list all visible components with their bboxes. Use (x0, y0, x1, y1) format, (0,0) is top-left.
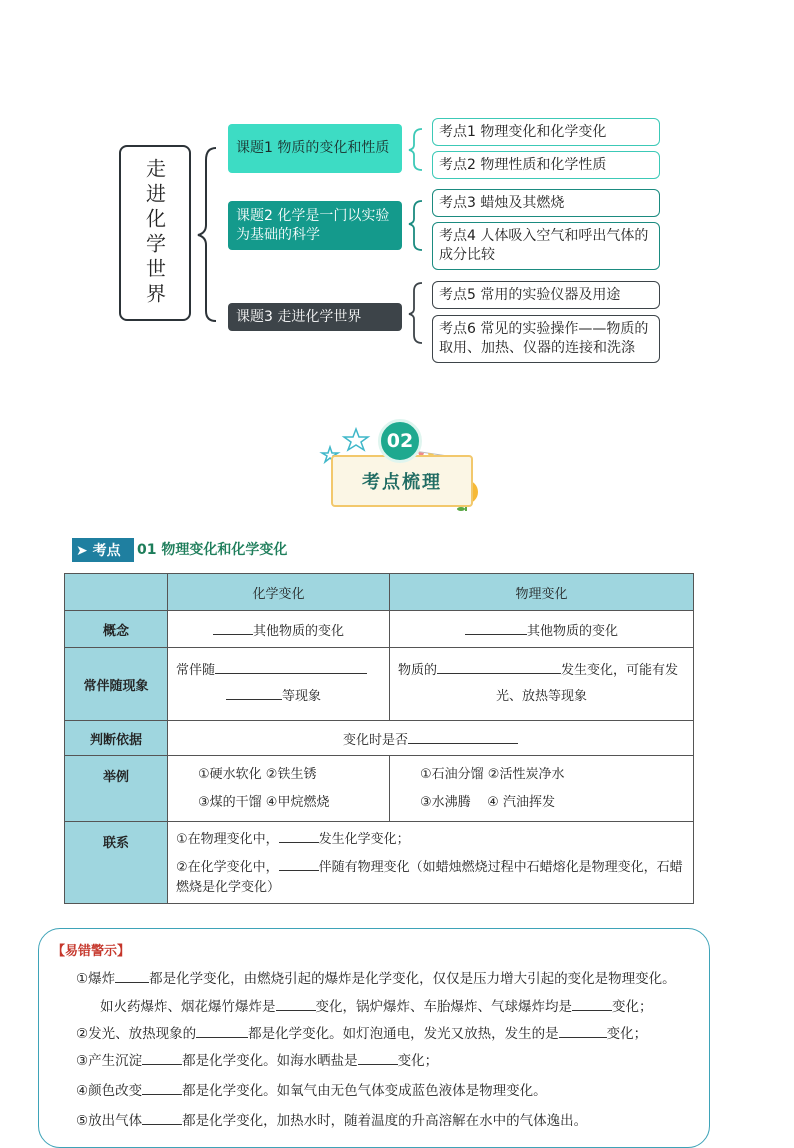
section-title: 01 物理变化和化学变化 (137, 542, 288, 558)
fill-blank[interactable] (572, 996, 612, 1011)
warning-text: 都是化学变化，由燃烧引起的爆炸是化学变化，仅仅是压力增大引起的变化是物理变化。 (149, 971, 676, 987)
row-label-concept: 概念 (65, 611, 168, 648)
example-line: ①硬水软化 ②铁生锈 (198, 766, 317, 782)
table-row (65, 648, 694, 721)
cell-text: 其他物质的变化 (252, 623, 344, 639)
table-row (65, 574, 694, 611)
badge-number: 02 (378, 419, 422, 463)
fill-blank[interactable] (196, 1023, 248, 1038)
row-label-phenomena: 常伴随现象 (65, 648, 168, 721)
mindmap-topic-3: 课题3 走进化学世界 (228, 303, 402, 331)
warning-text: 变化； (612, 999, 653, 1015)
warning-line-3 (76, 1023, 647, 1043)
warning-text: 都是化学变化。如灯泡通电，发光又放热，发生的是 (248, 1026, 559, 1042)
cell-text: 等现象 (282, 689, 322, 704)
fill-blank[interactable] (408, 729, 518, 744)
mindmap-point-4: 考点4 人体吸入空气和呼出气体的成分比较 (432, 222, 660, 270)
header-chemical-change: 化学变化 (168, 574, 390, 611)
fill-blank[interactable] (226, 685, 282, 700)
fill-blank[interactable] (279, 856, 319, 871)
cell-examples-chem (168, 756, 390, 822)
cell-concept-chem (168, 611, 390, 648)
fill-blank[interactable] (279, 828, 319, 843)
example-line: ③煤的干馏 ④甲烷燃烧 (198, 794, 330, 810)
cell-text: ①在物理变化中， (176, 831, 279, 847)
warning-line-6 (76, 1110, 587, 1130)
cell-phenomena-chem (168, 648, 390, 721)
star-icon (344, 429, 368, 450)
fill-blank[interactable] (358, 1050, 398, 1065)
row-label-relation: 联系 (65, 822, 168, 904)
fill-blank[interactable] (115, 968, 149, 983)
fill-blank[interactable] (465, 620, 527, 635)
warning-text: ⑤放出气体 (76, 1113, 143, 1129)
cell-relation (168, 822, 694, 904)
warning-text: 都是化学变化。如氧气由无色气体变成蓝色液体是物理变化。 (182, 1083, 547, 1099)
example-line: ①石油分馏 ②活性炭净水 (420, 766, 565, 782)
cell-text: 常伴随 (176, 663, 216, 678)
mindmap-root-label: 走进化学世界 (142, 158, 167, 308)
cell-text: 发生变化，可能有发 (561, 663, 679, 678)
header-physical-change: 物理变化 (390, 574, 694, 611)
example-line: ③水沸腾 ④ 汽油挥发 (420, 794, 555, 810)
comparison-table (64, 573, 694, 904)
warning-line-5 (76, 1080, 547, 1100)
mindmap-point-2: 考点2 物理性质和化学性质 (432, 151, 660, 179)
fill-blank[interactable] (142, 1080, 182, 1095)
table-row (65, 611, 694, 648)
warning-text: ②发光、放热现象的 (76, 1026, 197, 1042)
fill-blank[interactable] (437, 659, 561, 674)
warning-text: 变化； (397, 1053, 439, 1069)
cell-text: ②在化学变化中， (176, 859, 279, 875)
warning-line-4 (76, 1050, 438, 1070)
warning-line-1 (76, 968, 676, 988)
cell-text: 发生化学变化； (318, 831, 410, 847)
warning-text: 都是化学变化，加热水时，随着温度的升高溶解在水中的气体逸出。 (182, 1113, 588, 1129)
cell-basis (168, 721, 694, 756)
section-tag: ➤ 考点 (72, 538, 134, 562)
warning-line-2 (100, 996, 653, 1016)
mindmap-topic-1: 课题1 物质的变化和性质 (228, 124, 402, 173)
table-row (65, 756, 694, 822)
mindmap-point-5: 考点5 常用的实验仪器及用途 (432, 281, 660, 309)
warning-text: 如火药爆炸、烟花爆竹爆炸是 (100, 999, 276, 1015)
cell-text: 变化时是否 (342, 732, 408, 748)
warning-text: ①爆炸 (76, 971, 116, 987)
cell-phenomena-phys (390, 648, 694, 721)
fill-blank[interactable] (559, 1023, 607, 1038)
row-label-examples: 举例 (65, 756, 168, 822)
fill-blank[interactable] (276, 996, 316, 1011)
warning-text: 变化； (606, 1026, 648, 1042)
mindmap-root (119, 145, 191, 321)
warning-text: ③产生沉淀 (76, 1053, 143, 1069)
cell-examples-phys (390, 756, 694, 822)
badge-title: 考点梳理 (362, 472, 442, 493)
mindmap-point-1: 考点1 物理变化和化学变化 (432, 118, 660, 146)
cell-concept-phys (390, 611, 694, 648)
cell-text: 其他物质的变化 (526, 623, 618, 639)
fill-blank[interactable] (215, 659, 367, 674)
table-row (65, 721, 694, 756)
cell-text: 伴随有物理变化（如蜡烛燃烧过程中石蜡熔化是物理变化，石蜡燃烧是化学变化） (176, 859, 683, 895)
warning-text: 变化，锅炉爆炸、车胎爆炸、气球爆炸均是 (315, 999, 572, 1015)
warning-text: ④颜色改变 (76, 1083, 143, 1099)
row-label-basis: 判断依据 (65, 721, 168, 756)
mindmap-topic-2: 课题2 化学是一门以实验为基础的科学 (228, 201, 402, 250)
fill-blank[interactable] (213, 620, 253, 635)
warning-text: 都是化学变化。如海水晒盐是 (182, 1053, 358, 1069)
cell-text: 光、放热等现象 (495, 689, 587, 704)
mindmap-point-3: 考点3 蜡烛及其燃烧 (432, 189, 660, 217)
mindmap-point-6: 考点6 常见的实验操作——物质的取用、加热、仪器的连接和洗涤 (432, 315, 660, 363)
cell-text: 物质的 (398, 663, 438, 678)
table-row (65, 822, 694, 904)
fill-blank[interactable] (142, 1050, 182, 1065)
warning-title: 【易错警示】 (52, 944, 131, 959)
table-corner (65, 574, 168, 611)
